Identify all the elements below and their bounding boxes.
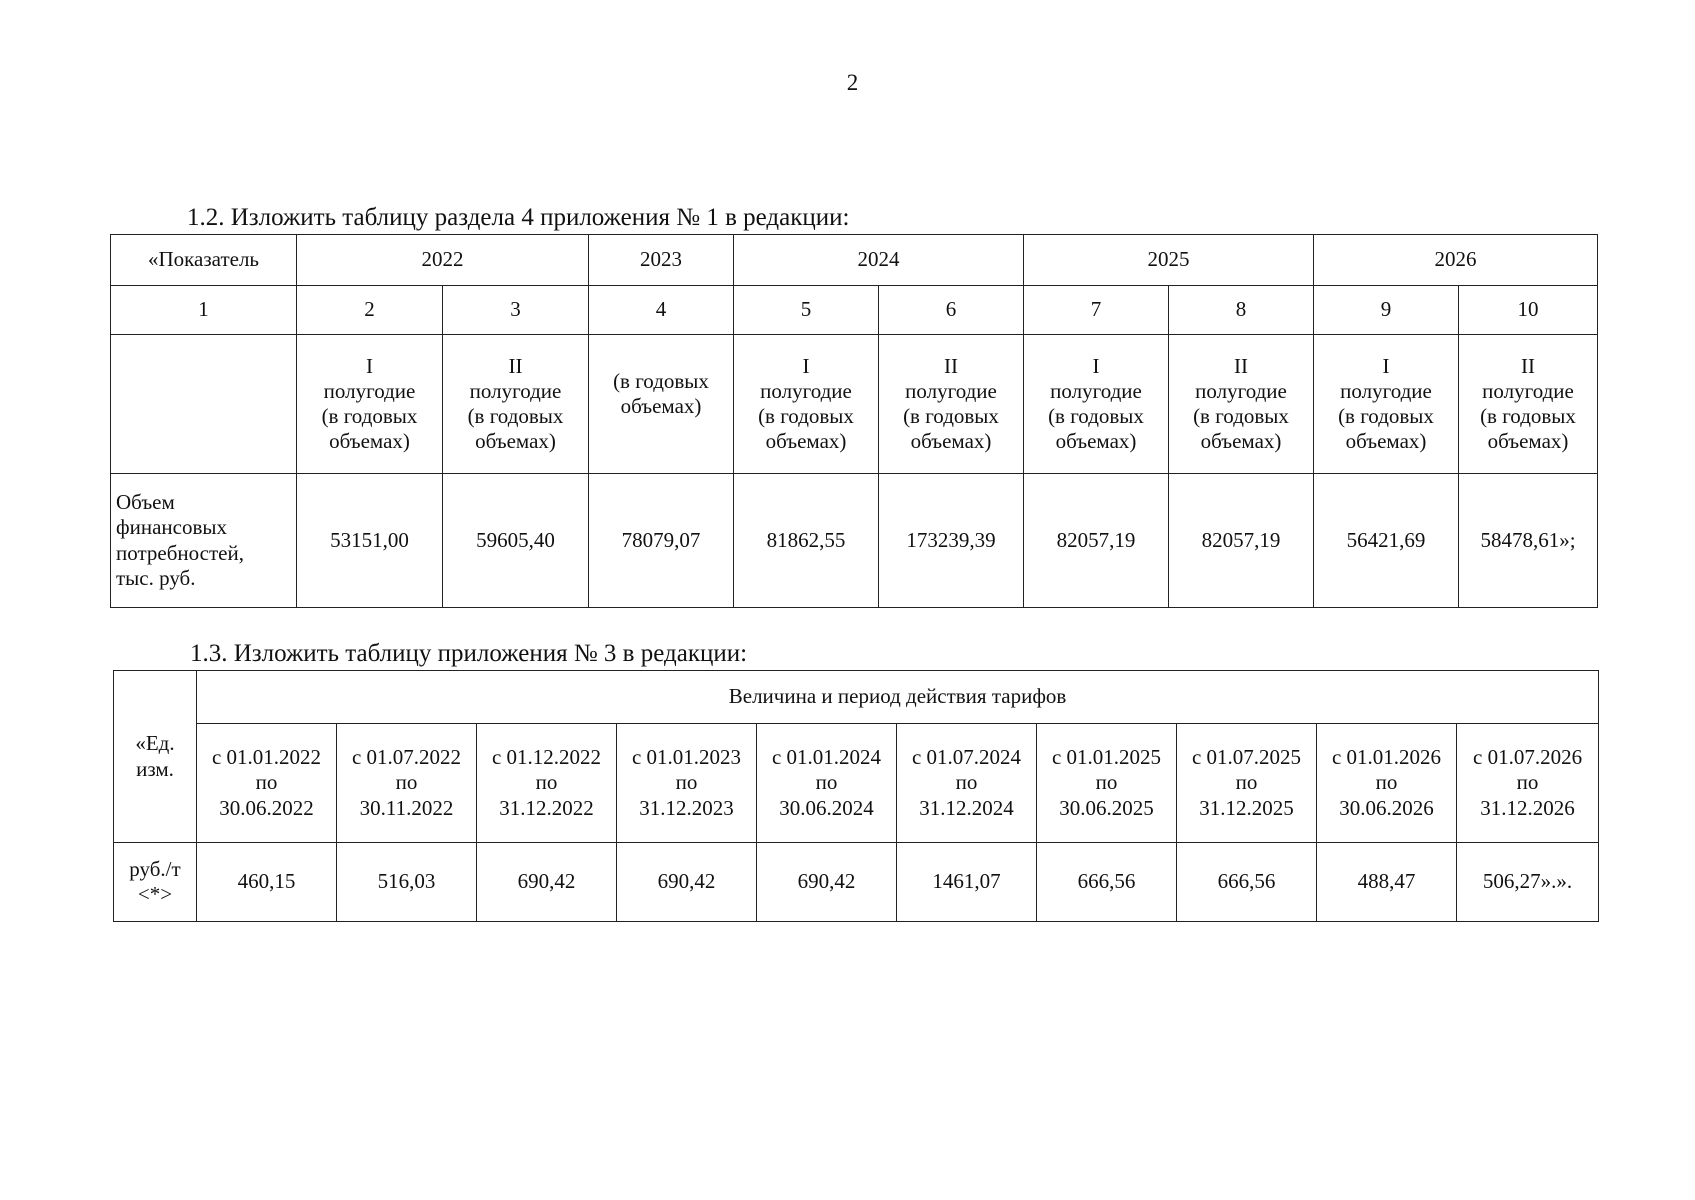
- period-line: по: [1095, 770, 1118, 795]
- period-line: с 01.07.2025: [1191, 745, 1302, 770]
- description-line: полугодие: [323, 378, 416, 403]
- tariff-value: 690,42: [477, 843, 617, 922]
- period-description: [879, 335, 1024, 474]
- period-line: по: [535, 770, 558, 795]
- unit-line: <*>: [137, 882, 173, 906]
- description-line: I: [1382, 353, 1390, 378]
- description-line: I: [802, 353, 810, 378]
- year-header-2026: 2026: [1314, 235, 1598, 286]
- description-line: II: [944, 353, 958, 378]
- description-line: I: [366, 353, 373, 378]
- period-description: [589, 335, 734, 474]
- value-cell: 82057,19: [1024, 474, 1169, 608]
- tariff-period: [1177, 724, 1317, 843]
- period-line: с 01.01.2024: [771, 745, 882, 770]
- period-line: 30.06.2025: [1059, 795, 1154, 820]
- period-line: 31.12.2025: [1199, 795, 1294, 820]
- unit-cell: [114, 843, 197, 922]
- period-line: по: [395, 770, 418, 795]
- tariff-period: [197, 724, 337, 843]
- period-description: [1314, 335, 1459, 474]
- tariff-value: 516,03: [337, 843, 477, 922]
- tariff-value-row: [114, 843, 1599, 922]
- description-line: (в годовых: [467, 404, 564, 428]
- page-number: 2: [846, 70, 859, 95]
- unit-header: [114, 671, 197, 843]
- period-line: с 01.01.2023: [631, 745, 742, 770]
- period-line: 31.12.2026: [1480, 795, 1575, 820]
- description-line: полугодие: [1482, 378, 1574, 403]
- period-description: [734, 335, 879, 474]
- period-line: 30.11.2022: [359, 795, 454, 820]
- description-line: (в годовых: [321, 404, 418, 428]
- value-cell: 59605,40: [443, 474, 589, 608]
- period-line: с 01.01.2022: [211, 745, 322, 770]
- description-line: объемах): [1345, 429, 1427, 454]
- year-header-2025: 2025: [1024, 235, 1314, 286]
- column-number: 8: [1169, 286, 1314, 335]
- description-line: II: [1234, 353, 1248, 378]
- description-line: объемах): [765, 429, 847, 454]
- description-line: полугодие: [1195, 378, 1287, 403]
- value-cell: 173239,39: [879, 474, 1024, 608]
- year-header-2023: 2023: [589, 235, 734, 286]
- tariff-value: 666,56: [1037, 843, 1177, 922]
- section-1-3-heading: 1.3. Изложить таблицу приложения № 3 в редакции:: [190, 640, 748, 667]
- period-line: по: [955, 770, 978, 795]
- period-line: с 01.12.2022: [491, 745, 602, 770]
- empty-cell: [111, 335, 297, 474]
- description-line: (в годовых: [1193, 404, 1289, 428]
- tariff-value: 488,47: [1317, 843, 1457, 922]
- tariff-value: 666,56: [1177, 843, 1317, 922]
- tariff-period: [1037, 724, 1177, 843]
- period-description: [1169, 335, 1314, 474]
- period-line: по: [815, 770, 838, 795]
- unit-header-line: изм.: [136, 756, 174, 781]
- tariff-table: [113, 670, 1599, 922]
- column-number: 1: [111, 286, 297, 335]
- description-line: (в годовых: [1480, 404, 1576, 428]
- column-number: 4: [589, 286, 734, 335]
- column-number: 9: [1314, 286, 1459, 335]
- value-cell: 81862,55: [734, 474, 879, 608]
- description-line: полугодие: [469, 378, 562, 403]
- tariff-group-header: Величина и период действия тарифов: [197, 671, 1599, 724]
- tariff-period: [617, 724, 757, 843]
- period-description: [1459, 335, 1598, 474]
- tariff-period: [1457, 724, 1599, 843]
- description-line: (в годовых: [1338, 404, 1434, 428]
- description-line: полугодие: [1340, 378, 1432, 403]
- description-line: объемах): [329, 429, 410, 454]
- description-line: (в годовых: [758, 404, 854, 428]
- description-line: объемах): [1200, 429, 1282, 454]
- value-cell: 78079,07: [589, 474, 734, 608]
- period-line: с 01.07.2022: [351, 745, 462, 770]
- period-line: 31.12.2024: [919, 795, 1014, 820]
- column-number: 3: [443, 286, 589, 335]
- description-line: объемах): [1487, 429, 1569, 454]
- description-line: объемах): [475, 429, 556, 454]
- tariff-period: [757, 724, 897, 843]
- period-line: 30.06.2022: [219, 795, 314, 820]
- row-label-line: Объем: [116, 490, 175, 515]
- period-description-row: [111, 335, 1598, 474]
- financial-needs-table: [110, 234, 1598, 608]
- description-line: II: [508, 353, 523, 378]
- description-line: (в годовых: [613, 369, 709, 393]
- row-label-line: тыс. руб.: [116, 565, 196, 590]
- period-description: [443, 335, 589, 474]
- period-description: [297, 335, 443, 474]
- indicator-header: «Показатель: [111, 235, 297, 286]
- tariff-header-row: [114, 671, 1599, 724]
- period-line: с 01.01.2025: [1051, 745, 1162, 770]
- tariff-value: 690,42: [757, 843, 897, 922]
- unit-line: руб./т: [129, 856, 181, 881]
- description-line: (в годовых: [903, 404, 999, 428]
- period-line: по: [1235, 770, 1258, 795]
- column-number: 6: [879, 286, 1024, 335]
- row-label-line: финансовых: [116, 515, 227, 540]
- value-cell: 53151,00: [297, 474, 443, 608]
- period-line: 31.12.2023: [639, 795, 734, 820]
- period-line: по: [1375, 770, 1398, 795]
- period-line: с 01.07.2024: [911, 745, 1022, 770]
- description-line: (в годовых: [1048, 404, 1144, 428]
- column-number: 10: [1459, 286, 1598, 335]
- period-line: с 01.01.2026: [1331, 745, 1442, 770]
- table-header-row: [111, 235, 1598, 286]
- period-description: [1024, 335, 1169, 474]
- tariff-period: [337, 724, 477, 843]
- tariff-value: 1461,07: [897, 843, 1037, 922]
- description-line: объемах): [620, 394, 702, 419]
- description-line: объемах): [910, 429, 992, 454]
- tariff-value: 460,15: [197, 843, 337, 922]
- period-line: 31.12.2022: [499, 795, 594, 820]
- row-label: [111, 474, 297, 608]
- unit-header-line: «Ед.: [135, 731, 175, 756]
- row-label-line: потребностей,: [116, 540, 244, 565]
- value-cell: 56421,69: [1314, 474, 1459, 608]
- value-cell: 82057,19: [1169, 474, 1314, 608]
- column-number: 7: [1024, 286, 1169, 335]
- period-line: по: [1516, 770, 1539, 795]
- period-line: 30.06.2024: [779, 795, 874, 820]
- period-line: с 01.07.2026: [1473, 745, 1583, 770]
- value-cell: 58478,61»;: [1459, 474, 1598, 608]
- year-header-2022: 2022: [297, 235, 589, 286]
- tariff-period: [477, 724, 617, 843]
- tariff-value: 690,42: [617, 843, 757, 922]
- description-line: полугодие: [1050, 378, 1142, 403]
- period-line: 30.06.2026: [1339, 795, 1434, 820]
- description-line: объемах): [1055, 429, 1137, 454]
- financial-needs-row: [111, 474, 1598, 608]
- column-number-row: [111, 286, 1598, 335]
- tariff-period-row: [114, 724, 1599, 843]
- column-number: 2: [297, 286, 443, 335]
- tariff-period: [1317, 724, 1457, 843]
- period-line: по: [675, 770, 698, 795]
- description-line: I: [1092, 353, 1100, 378]
- description-line: полугодие: [760, 378, 852, 403]
- period-line: по: [255, 770, 278, 795]
- column-number: 5: [734, 286, 879, 335]
- section-1-2-heading: 1.2. Изложить таблицу раздела 4 приложения № 1 в редакции:: [187, 204, 850, 231]
- description-line: II: [1521, 353, 1535, 378]
- year-header-2024: 2024: [734, 235, 1024, 286]
- description-line: полугодие: [905, 378, 997, 403]
- tariff-period: [897, 724, 1037, 843]
- tariff-value: 506,27».».: [1457, 843, 1599, 922]
